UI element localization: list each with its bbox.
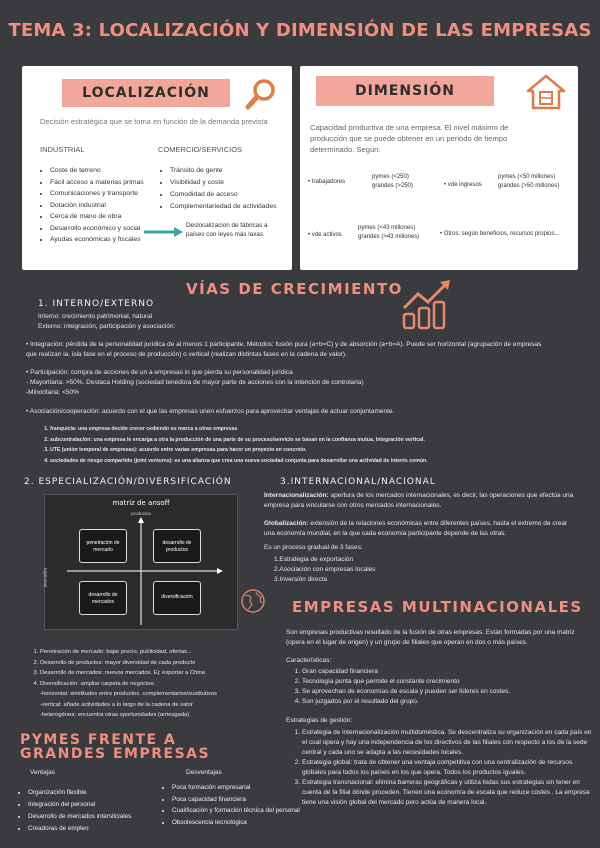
comercio-item: • Tránsito de gente (170, 165, 306, 177)
integracion-text: Integración: pérdida de la personalidad jurídica de al menos 1 participante. Métodos: fusión pura (a+b=C) y de absorción (a+b=A). Puede ser horizontal (agrupación de empresas que realizan la. isla fase en el proceso de producción) o vertical (realizan distintas fases en la cadena de valor). (26, 341, 542, 358)
dimension-intro: Capacidad productiva de una empresa. El nivel máximo de producción que se puede obtener en un periodo de tiempo determinado. Según: (310, 123, 509, 154)
ingresos-text: vde ingresos (447, 182, 482, 188)
quadrant-diversificacion: diversificación (153, 581, 201, 615)
act-pymes: pymes (<43 millones) (358, 225, 416, 231)
industrial-item: • Fácil acceso a materias primas (50, 177, 172, 189)
matrix-axes (45, 495, 237, 629)
industrial-item: • Dotación industrial (50, 200, 172, 212)
proceso-text: Es un proceso gradual de 3 fases: (264, 544, 363, 551)
interno-heading: 1. INTERNO/EXTERNO (38, 299, 155, 309)
fase-item: 2.Asociación con empresas locales (274, 566, 376, 573)
globe-icon (240, 588, 266, 614)
interno-line: Interno: crecimiento patrimonial, natural (38, 313, 153, 320)
fase-item: 1.Estrategia de exportación (274, 556, 354, 563)
ventajas-heading: Ventajas (30, 769, 55, 776)
industrial-item: • Ayudas económicas y fiscales (50, 234, 172, 246)
especializacion-list (24, 647, 280, 689)
house-icon (526, 74, 566, 110)
comercio-item: • Complementariedad de actividades (170, 201, 306, 213)
participacion-text: Participación: compra de acciones de un a empresas in que pierda su personalidad jurídica (30, 369, 293, 376)
comercio-item: • Visibilidad y coste (170, 177, 306, 189)
ing-pymes: pymes (<50 millones) (498, 174, 556, 180)
intern-body: apertura de los mercados internacionales, es decir, las operaciones que efectúa una empresa para vincularse con otros mercados internacionales. (264, 492, 574, 509)
otros-label: • Otros: según beneficios, recursos propios... (440, 231, 560, 237)
caracteristicas-list (286, 667, 592, 707)
multinacionales-intro: Son empresas productivas resultado de la fusión de otras empresas. Están formadas por una matriz (opera en el lugar de origen) y un grupo de filiales que operan en dos o más países. (286, 629, 575, 646)
mayoritaria-line: - Mayoritaria: >50%. Destaca Holding (sociedad tenedora de mayor parte de acciones con la intención de controlarla) (26, 379, 364, 386)
ventaja-item: • Organización flexible (28, 787, 168, 799)
diversificacion-subitem: -heterogénea: encuentra otras oportunidades (arriesgada) (40, 712, 190, 718)
especializacion-item: 4. Diversificación: ampliar carpeta de negocios: (40, 679, 280, 690)
asociacion-bullet: • Asociación/cooperación: acuerdo con el que las empresas unen esfuerzos para aprovechar ventajas de actuar conjuntamente. (26, 408, 395, 415)
caracteristicas-heading: Características: (286, 657, 332, 664)
trab-pymes: pymes (<250) (372, 174, 409, 180)
glob-label: Globalización: (264, 520, 309, 527)
especializacion-heading: 2. ESPECIALIZACIÓN/DIVERSIFICACIÓN (24, 477, 232, 487)
comercio-heading: COMERCIO/SERVICIOS (158, 145, 243, 154)
quadrant-desarrollo-mercados: desarrollo de mercados (79, 581, 127, 615)
especializacion-item: 1. Penetración de mercado: bajar precio, publicidad, ofertas... (40, 647, 280, 658)
ventaja-item: • Integración del personal (28, 799, 168, 811)
especializacion-item: 2. Desarrollo de productos: mayor diversidad de cada producto (40, 658, 280, 669)
asociacion-item: 4. sociedades de riesgo compartido (joint ventures): es una alianza que crea una nueva sociedad conjunta para desarrollar una actividad de interés común. (50, 456, 570, 467)
ventajas-list (16, 787, 168, 835)
caracteristica-item: 2. Tecnología punta que permite el constante crecimiento (302, 677, 592, 687)
quadrant-desarrollo-productos: desarrollo de productos (153, 529, 201, 563)
dimension-card (300, 66, 578, 270)
asociacion-item: 3. UTE (unión temporal de empresas): acuerdo entre varias empresas para hacer un proyecto en concreto. (50, 445, 570, 456)
diversificacion-subitem: -horizontal: similitudes entre productos. complementarios/sustitutivos (40, 691, 217, 697)
deslocalizacion-note: Deslocalizacion de fábricas a países con leyes más laxas. (186, 222, 268, 238)
arrow-icon (144, 225, 184, 237)
industrial-item: • Comunicaciones y transporte (50, 188, 172, 200)
ventaja-item: • Creadoras de empleo (28, 823, 168, 835)
minoritaria-line: -Minoritaria: <50% (26, 389, 79, 396)
internacional-heading: 3.INTERNACIONAL/NACIONAL (280, 477, 436, 487)
localizacion-heading: LOCALIZACIÓN (62, 79, 230, 107)
axis-left-label: mercados (42, 567, 48, 588)
especializacion-item: 3. Desarrollo de mercados: nuevos mercados. Ej: exportar a China (40, 668, 280, 679)
ingresos-values (498, 173, 559, 191)
ing-grandes: grandes (>50 millones) (498, 183, 560, 189)
otros-text: Otros: según beneficios, recursos propios... (443, 231, 560, 237)
caracteristica-item: 3. Se aprovechan de economías de escala y pueden ser líderes en costes. (302, 687, 592, 697)
desventaja-item: • Poca capacidad financiera (172, 794, 300, 806)
growth-chart-icon (400, 278, 454, 330)
activos-values (358, 224, 419, 242)
internacionalizacion-text (264, 491, 576, 511)
quadrant-penetracion: penetración de mercado (79, 529, 127, 563)
estrategias-heading: Estrategias de gestión: (286, 717, 353, 724)
industrial-heading: INDUSTRIAL (40, 145, 85, 154)
diversificacion-sublist (40, 689, 280, 721)
localizacion-intro: Decisión estratégica que se toma en función de la demanda prevista (40, 117, 268, 126)
desventajas-list (160, 782, 300, 828)
desventaja-item: • Cualificación y formación técnica del personal (172, 805, 300, 817)
desventaja-item: • Obsolescencia tecnológica (172, 817, 300, 829)
vias-heading: VÍAS DE CRECIMIENTO (186, 280, 403, 298)
ventaja-item: • Desarrollo de mercados intersticiales (28, 811, 168, 823)
caracteristica-item: 4. Son juzgados por el resultado del grupo. (302, 697, 592, 707)
activos-text: vde activos (311, 232, 342, 238)
matrix-title: matriz de ansoff (112, 499, 170, 507)
trabajadores-label: • trabajadores (308, 179, 346, 185)
trabajadores-text: trabajadores (311, 179, 346, 185)
fases-list (264, 555, 376, 585)
industrial-item: • Coste de terreno (50, 165, 172, 177)
fase-item: 3.Inversión directa (274, 576, 328, 583)
caracteristica-item: 1. Gran capacidad financiera (302, 667, 592, 677)
desventaja-item: • Poca formación empresarial (172, 782, 300, 794)
multinacionales-heading: EMPRESAS MULTINACIONALES (292, 598, 583, 616)
externo-line: Externo: integración, participación y asociación: (38, 323, 176, 330)
asociacion-list (34, 424, 570, 466)
estrategia-item: 2. Estrategia global: trata de obtener una ventaja competitiva con una centralización de recursos globales para todos los países en los que opera. Todos los productos iguales. (302, 758, 596, 778)
industrial-item: • Cerca de mano de obra (50, 211, 172, 223)
dimension-heading: DIMENSIÓN (316, 76, 494, 106)
activos-label: • vde activos (308, 232, 342, 238)
axis-top-label: productos (131, 511, 151, 516)
asociacion-item: 2. subcontratación: una empresa le encarga a otra la producción de una parte de su proceso/servicio se basan en la confianza mutua. Integración vertical. (50, 435, 570, 446)
comercio-list (158, 165, 306, 213)
trabajadores-values (372, 173, 413, 191)
globalizacion-text (264, 519, 576, 539)
diversificacion-subitem: -vertical: añade actividades a lo largo de la cadena de valor (40, 701, 193, 708)
participacion-bullet: • Participación: compra de acciones de un a empresas in que pierda su personalidad jurídica - Mayoritaria: >50%. Destaca Holding (sociedad tenedora de mayor parte de acciones con la intención de controlarla) -Minoritaria: <50% (26, 368, 546, 398)
estrategias-list (286, 728, 596, 808)
localizacion-card (22, 66, 292, 270)
integracion-bullet: • Integración: pérdida de la personalidad jurídica de al menos 1 participante. Métodos: fusión pura (a+b=C) y de absorción (a+b=A). Puede ser horizontal (agrupación de empresas que realizan la. isla fase en el proceso de producción) o vertical (realizan distintas fases en la cadena de valor). (26, 341, 542, 358)
interno-lines (38, 312, 175, 332)
estrategia-item: 3. Estrategia transnacional: elimina barreras geográficas y utiliza todas sus estrategias sin tener en cuenta de la filial dónde proceden. Tienen una economía de escala que reduce costes . La empresa tiene una visión global del mercado pero actúa de manera local. (302, 778, 596, 808)
comercio-item: • Comodidad de acceso (170, 189, 306, 201)
asociacion-text: Asociación/cooperación: acuerdo con el que las empresas unen esfuerzos para aprovechar ventajas de actuar conjuntamente. (29, 408, 395, 415)
pymes-heading: PYMES FRENTE A GRANDES EMPRESAS (20, 732, 211, 762)
trab-grandes: grandes (>250) (372, 183, 413, 189)
industrial-item: • Desarrollo económico y social (50, 223, 172, 235)
ingresos-label: • vde ingresos (444, 182, 482, 188)
desventajas-heading: Desventajas (186, 769, 222, 776)
asociacion-item: 1. franquicia: una empresa decide crecer cediendo su marca a otras empresas (50, 424, 570, 435)
magnifier-icon (244, 76, 280, 112)
glob-body: extensión de la relaciones económicas entre diferentes países, hasta el extremo de crear una economía mundial, en la que cada economía participante depende de las otras. (264, 520, 568, 537)
act-grandes: grandes (>43 millones) (358, 234, 420, 240)
estrategia-item: 1. Estrategia de internacionalización multidoméstica. Se descentraliza su organización en cada país en el cual opera y hay una independencia de los directivos de las filiales con respecto a los de la sede central y cada uno se adapta a las necesidades locales. (302, 728, 596, 758)
ansoff-matrix (44, 494, 238, 630)
page-title: TEMA 3: LOCALIZACIÓN Y DIMENSIÓN DE LAS EMPRESAS (8, 20, 592, 41)
intern-label: Internacionalización: (264, 492, 329, 499)
